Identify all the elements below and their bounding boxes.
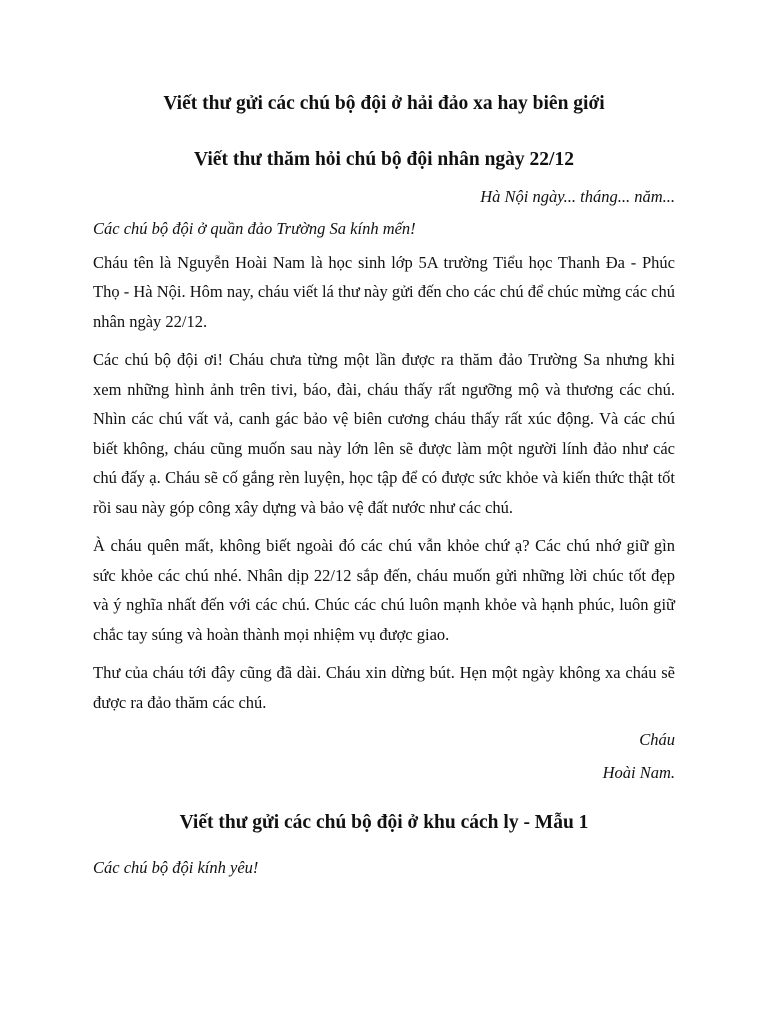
letter-salutation: Các chú bộ đội ở quần đảo Trường Sa kính mến! xyxy=(93,219,416,239)
section2-heading: Viết thư gửi các chú bộ đội ở khu cách ly - Mẫu 1 xyxy=(179,812,589,834)
document-title: Viết thư gửi các chú bộ đội ở hải đảo xa hay biên giới xyxy=(163,93,605,114)
letter-paragraph-3: À cháu quên mất, không biết ngoài đó các chú vẫn khỏe chứ ạ? Các chú nhớ giữ gìn sức khỏe các chú nhé. Nhân dịp 22/12 sắp đến, cháu muốn gửi những lời chúc tốt đẹp và ý nghĩa nhất đến với các chú. Chúc các chú luôn mạnh khỏe và hạnh phúc, luôn giữ chắc tay súng và hoàn thành mọi nhiệm vụ được giao. xyxy=(93,536,675,644)
section2-salutation: Các chú bộ đội kính yêu! xyxy=(93,858,259,878)
section1-heading: Viết thư thăm hỏi chú bộ đội nhân ngày 22/12 xyxy=(194,149,574,171)
letter-paragraph-4: Thư của cháu tới đây cũng đã dài. Cháu xin dừng bút. Hẹn một ngày không xa cháu sẽ được ra đảo thăm các chú. xyxy=(93,663,675,712)
letter-paragraph-2: Các chú bộ đội ơi! Cháu chưa từng một lần được ra thăm đảo Trường Sa nhưng khi xem những hình ảnh trên tivi, báo, đài, cháu thấy rất ngưỡng mộ và thương các chú. Nhìn các chú vất vả, canh gác bảo vệ biên cương cháu thấy rất xúc động. Và các chú biết không, cháu cũng muốn sau này lớn lên sẽ được làm một người lính đảo như các chú đấy ạ. Cháu sẽ cố gắng rèn luyện, học tập để có được sức khỏe và kiến thức thật tốt rồi sau này góp công xây dựng và bảo vệ đất nước như các chú. xyxy=(93,350,675,517)
signature-line-2: Hoài Nam. xyxy=(602,762,675,782)
letter-date-line: Hà Nội ngày... tháng... năm... xyxy=(480,186,675,206)
letter-paragraph-1: Cháu tên là Nguyễn Hoài Nam là học sinh lớp 5A trường Tiểu học Thanh Đa - Phúc Thọ - Hà Nội. Hôm nay, cháu viết lá thư này gửi đến cho các chú để chúc mừng các chú nhân ngày 22/12. xyxy=(93,252,675,331)
signature-line-1: Cháu xyxy=(639,730,675,750)
